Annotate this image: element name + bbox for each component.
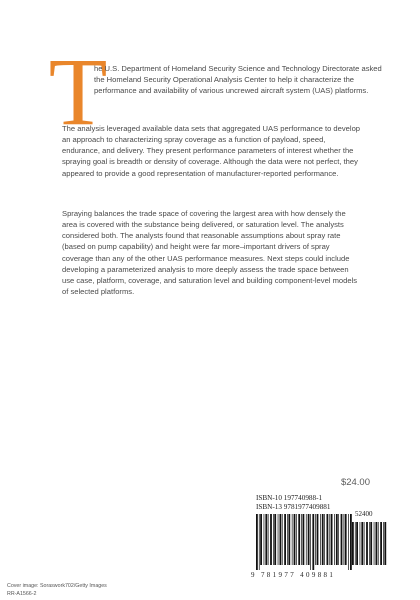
barcode-bar	[303, 514, 305, 565]
barcode-bar	[280, 514, 282, 565]
barcode-bar	[327, 514, 329, 565]
intro-paragraph: he U.S. Department of Homeland Security Science and Technology Directorate asked the Homeland Security Operational Analysis Center to help it characterize the performance and availability of various uncrewed aircraft system (UAS) platforms.	[94, 64, 382, 96]
barcode-bar	[374, 522, 375, 565]
barcode-bar	[312, 514, 314, 570]
barcode-bar	[352, 522, 354, 565]
barcode-bar	[322, 514, 324, 565]
barcode-bar	[376, 522, 378, 565]
barcode-bar	[369, 522, 370, 565]
barcode-bar	[278, 514, 279, 565]
barcode-bar	[338, 514, 339, 565]
barcode-bar	[310, 514, 311, 570]
barcode-bar	[287, 514, 288, 565]
barcode-bar	[341, 514, 343, 565]
price: $24.00	[340, 477, 370, 488]
barcode-bar	[282, 514, 283, 565]
barcode-bar	[260, 514, 262, 565]
barcode-bar	[348, 514, 349, 570]
barcode-bar	[273, 514, 274, 565]
barcode-bar	[298, 514, 300, 565]
barcode-bar	[336, 514, 338, 565]
barcode-bar	[334, 514, 335, 565]
barcode-bar	[378, 522, 379, 565]
barcode-bar	[329, 514, 330, 565]
barcode-bar	[331, 514, 333, 565]
barcode-bar	[355, 522, 356, 565]
barcode-bar	[364, 522, 365, 565]
barcode-bar	[356, 522, 358, 565]
barcode-bar	[345, 514, 347, 565]
barcode-bar	[288, 514, 290, 565]
barcode-bar	[366, 522, 368, 565]
barcode-bar	[265, 514, 267, 565]
barcode-bar	[324, 514, 325, 565]
barcode-bar	[360, 522, 361, 565]
barcode-bar	[317, 514, 319, 565]
drop-cap: T	[48, 38, 108, 145]
cover-image-credit: Cover image: Soraswork702/Getty Images	[7, 583, 107, 589]
barcode-bar	[383, 522, 384, 565]
report-number: RR-A1566-2	[7, 591, 37, 597]
barcode-bar	[308, 514, 310, 565]
barcode-bar	[264, 514, 265, 565]
ean13-barcode	[256, 514, 352, 570]
barcode-bar	[268, 514, 269, 565]
barcode-bar	[256, 514, 258, 570]
barcode-bar	[284, 514, 286, 565]
price-addon-barcode	[352, 522, 388, 570]
barcode-bar	[259, 514, 260, 570]
barcode-bar	[274, 514, 276, 565]
barcode-bar	[294, 514, 296, 565]
barcode-bar	[380, 522, 382, 565]
barcode-bar	[361, 522, 363, 565]
barcode-addon-number: 52400	[355, 510, 373, 518]
isbn-13: ISBN-13 9781977409881	[256, 503, 331, 511]
isbn-10: ISBN-10 197740988-1	[256, 494, 323, 502]
barcode-bar	[344, 514, 345, 565]
barcode-bar	[270, 514, 272, 565]
barcode-bar	[306, 514, 307, 565]
barcode-digits: 9 781977 409881	[251, 571, 336, 579]
barcode-bar	[296, 514, 297, 565]
barcode-bar	[320, 514, 321, 565]
barcode-bar	[292, 514, 293, 565]
analysis-paragraph: The analysis leveraged available data sets that aggregated UAS performance to develop an approach to characterizing spray coverage as a function of payload, speed, endurance, and delivery. They present performance parameters of interest whether the spraying goal is breadth or density of coverage. Although the data were not perfect, they appeared to provide a good representation of manufacturer-reported performance.	[62, 124, 361, 178]
barcode-bar	[370, 522, 372, 565]
barcode-bar	[315, 514, 316, 565]
barcode-bar	[384, 522, 386, 565]
barcode-bar	[301, 514, 302, 565]
findings-paragraph: Spraying balances the trade space of covering the largest area with how densely the area is covered with the substance being delivered, or saturation level. The analysts considered both. The analysts found that reasonable assumptions about spray rate (based on pump capability) and height were far more–important drivers of spray coverage than any of the other UAS performance measures. Next steps could include developing a parameterized analysis to more deeply assess the trade space between use case, platform, coverage, and saturation level and building component-level models of selected platforms.	[62, 209, 358, 297]
